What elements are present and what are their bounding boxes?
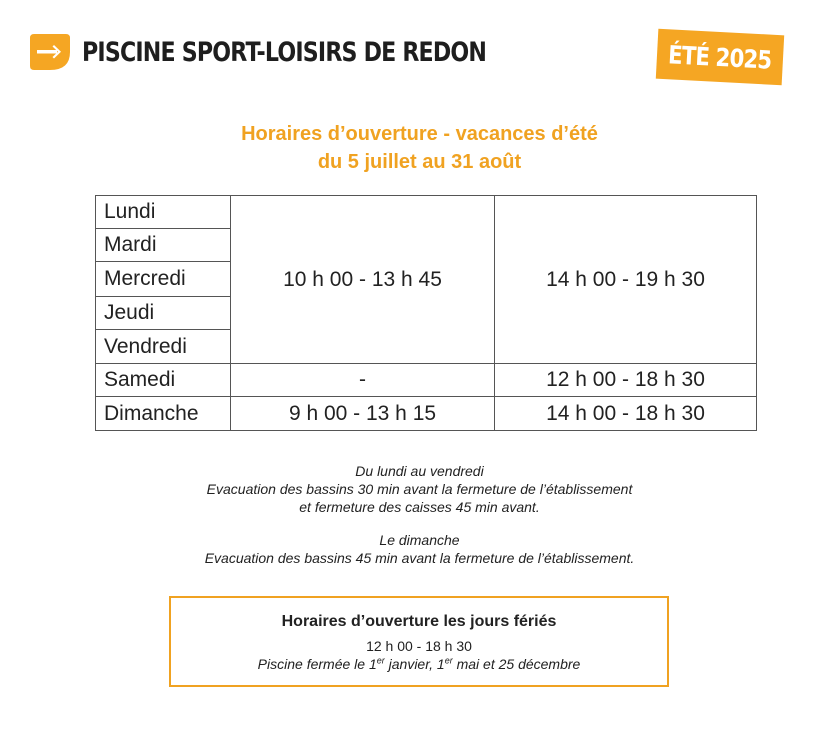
- schedule-table: [95, 195, 757, 431]
- sunday-notes: [0, 531, 839, 567]
- day-cell: Samedi: [96, 364, 231, 397]
- season-tag-label: ÉTÉ 2025: [667, 39, 773, 75]
- day-cell: Mercredi: [96, 262, 231, 297]
- holiday-hours: 12 h 00 - 18 h 30: [366, 638, 472, 654]
- weekday-morning-hours: 10 h 00 - 13 h 45: [231, 196, 495, 364]
- weekday-notes-line-1: Evacuation des bassins 30 min avant la fermeture de l’établissement: [206, 481, 633, 497]
- subtitle-line-2: du 5 juillet au 31 août: [317, 151, 522, 173]
- holiday-title: Horaires d’ouverture les jours fériés: [281, 613, 557, 630]
- weekday-afternoon-hours: 14 h 00 - 19 h 30: [495, 196, 757, 364]
- day-cell: Jeudi: [96, 297, 231, 330]
- season-tag: [656, 29, 784, 86]
- ordinal-suffix: er: [376, 655, 385, 666]
- sunday-notes-line-1: Evacuation des bassins 45 min avant la fermeture de l’établissement.: [204, 550, 635, 566]
- day-cell: Vendredi: [96, 330, 231, 364]
- arrow-right-icon: [28, 30, 72, 74]
- saturday-morning-hours: -: [231, 364, 495, 397]
- header: [28, 30, 575, 74]
- table-row: [96, 196, 757, 229]
- site-title: PISCINE SPORT-LOISIRS DE REDON: [82, 36, 487, 68]
- schedule-subtitle: [0, 120, 839, 176]
- holiday-closed-part-2: janvier, 1: [384, 656, 445, 672]
- sunday-notes-heading: Le dimanche: [379, 532, 460, 548]
- day-cell: Lundi: [96, 196, 231, 229]
- weekday-notes-heading: Du lundi au vendredi: [355, 463, 484, 479]
- weekday-notes: [0, 462, 839, 516]
- subtitle-line-1: Horaires d’ouverture - vacances d’été: [241, 123, 598, 145]
- ordinal-suffix: er: [444, 655, 453, 666]
- sunday-morning-hours: 9 h 00 - 13 h 15: [231, 397, 495, 431]
- day-cell: Mardi: [96, 229, 231, 262]
- holiday-closed-part-3: mai et 25 décembre: [452, 656, 581, 672]
- table-row: [96, 397, 757, 431]
- weekday-notes-line-2: et fermeture des caisses 45 min avant.: [299, 499, 540, 515]
- holiday-closed-days: [171, 655, 667, 673]
- saturday-afternoon-hours: 12 h 00 - 18 h 30: [495, 364, 757, 397]
- holiday-closed-part-1: Piscine fermée le 1: [257, 656, 377, 672]
- holiday-box: [169, 596, 669, 687]
- day-cell: Dimanche: [96, 397, 231, 431]
- table-row: [96, 364, 757, 397]
- sunday-afternoon-hours: 14 h 00 - 18 h 30: [495, 397, 757, 431]
